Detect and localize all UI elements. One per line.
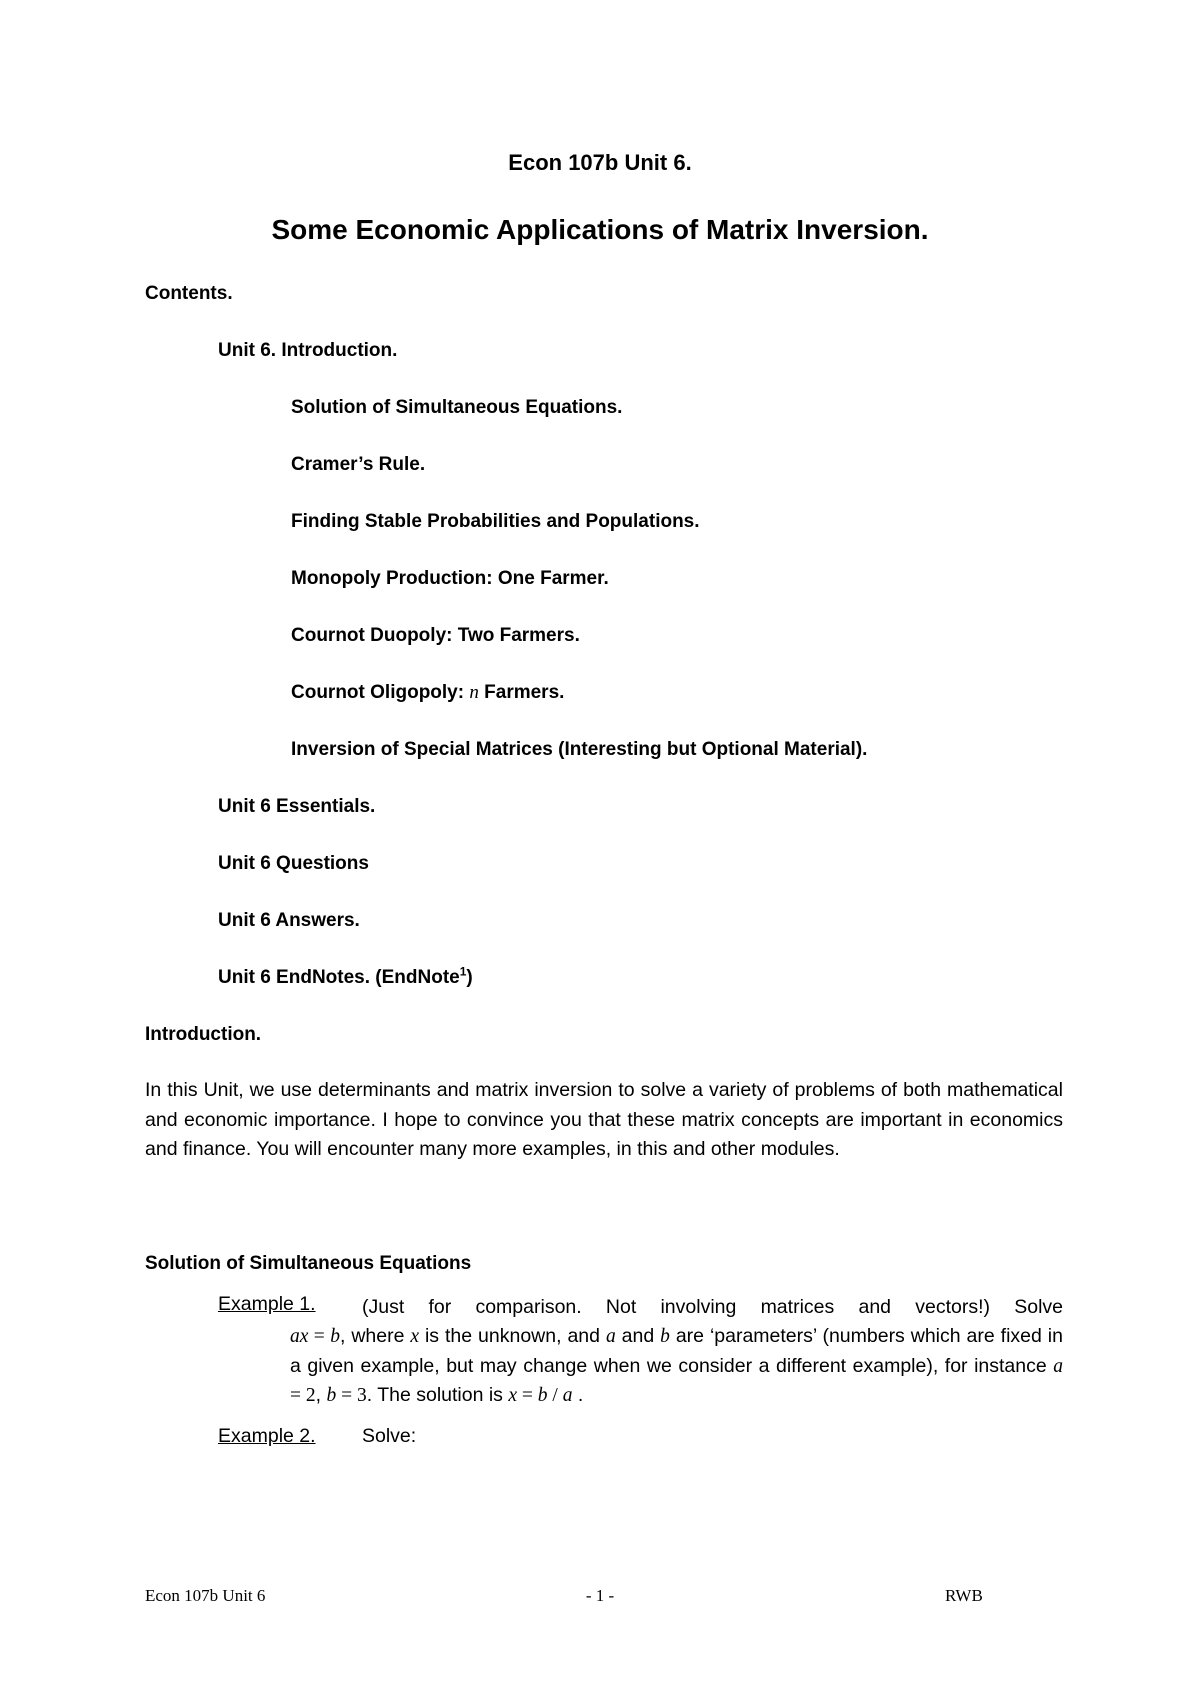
example2-label: Example 2. [218, 1425, 316, 1447]
eq-ax: ax [290, 1326, 309, 1347]
toc-oligopoly-label: Cournot Oligopoly: [291, 682, 465, 703]
contents-heading: Contents. [145, 283, 233, 304]
example1-first-line: (Just for comparison. Not involving matrices and vectors!) Solve [362, 1296, 1063, 1318]
inst-a-value: = 2 [290, 1385, 316, 1406]
inst-b: b [326, 1385, 337, 1406]
sol-b: b [537, 1385, 548, 1406]
toc-sub-item: Finding Stable Probabilities and Populations. [291, 511, 700, 532]
unit-title: Econ 107b Unit 6. [508, 150, 692, 175]
text-segment: . The solution is [366, 1384, 509, 1406]
text-segment: are ‘parameters’ (numbers which are fixed in a given example, but may change when we consider a different example), for instance [290, 1325, 1063, 1377]
text-segment: . [572, 1384, 584, 1406]
example2-text: Solve: [362, 1425, 417, 1447]
introduction-heading: Introduction. [145, 1024, 262, 1045]
toc-sub-item: Cramer’s Rule. [291, 454, 426, 475]
toc-level1-item: Unit 6 Answers. [218, 910, 360, 931]
main-title: Some Economic Applications of Matrix Inversion. [271, 214, 929, 245]
toc-sub-item-oligopoly [291, 682, 564, 704]
var-x: x [410, 1326, 420, 1347]
toc-level1-item: Unit 6 Questions [218, 853, 369, 874]
sol-x: x [508, 1385, 518, 1406]
example1-label: Example 1. [218, 1293, 316, 1315]
inst-b-value: = 3 [336, 1385, 367, 1406]
footer-page-number: - 1 - [585, 1586, 615, 1605]
footer-right: RWB [945, 1586, 983, 1605]
introduction-paragraph: In this Unit, we use determinants and matrix inversion to solve a variety of problems of both mathematical and economic importance. I hope to convince you that these matrix concepts are important in economics and finance. You will encounter many more examples, in this and other modules. [145, 1079, 1063, 1160]
footer-left: Econ 107b Unit 6 [145, 1586, 266, 1605]
toc-sub-item: Inversion of Special Matrices (Interesting but Optional Material). [291, 739, 868, 760]
toc-endnotes-close: ) [466, 967, 473, 988]
sol-equals: = [517, 1385, 538, 1406]
text-segment: , where [339, 1325, 411, 1347]
toc-level1-item: Unit 6 Essentials. [218, 796, 376, 817]
toc-oligopoly-suffix: Farmers. [484, 682, 565, 703]
toc-sub-item: Cournot Duopoly: Two Farmers. [291, 625, 580, 646]
toc-endnotes [218, 964, 473, 989]
text-segment: is the unknown, and [419, 1325, 606, 1347]
example1-body [290, 1322, 1063, 1411]
var-b: b [660, 1326, 670, 1347]
sol-a: a [562, 1385, 573, 1406]
text-segment: and [615, 1325, 661, 1347]
toc-sub-item: Monopoly Production: One Farmer. [291, 568, 609, 589]
toc-sub-item: Solution of Simultaneous Equations. [291, 397, 623, 418]
toc-oligopoly-var: n [469, 682, 479, 703]
toc-endnotes-label: Unit 6 EndNotes. (EndNote [218, 967, 460, 988]
endnote-marker: 1 [459, 964, 467, 979]
var-a: a [605, 1326, 616, 1347]
toc-unit-intro: Unit 6. Introduction. [218, 340, 398, 361]
text-segment: , [315, 1384, 327, 1406]
simultaneous-heading: Solution of Simultaneous Equations [145, 1253, 472, 1274]
eq-b: b [330, 1326, 340, 1347]
sol-slash: / [547, 1385, 563, 1406]
eq-equals: = [308, 1326, 331, 1347]
inst-a: a [1053, 1355, 1063, 1377]
